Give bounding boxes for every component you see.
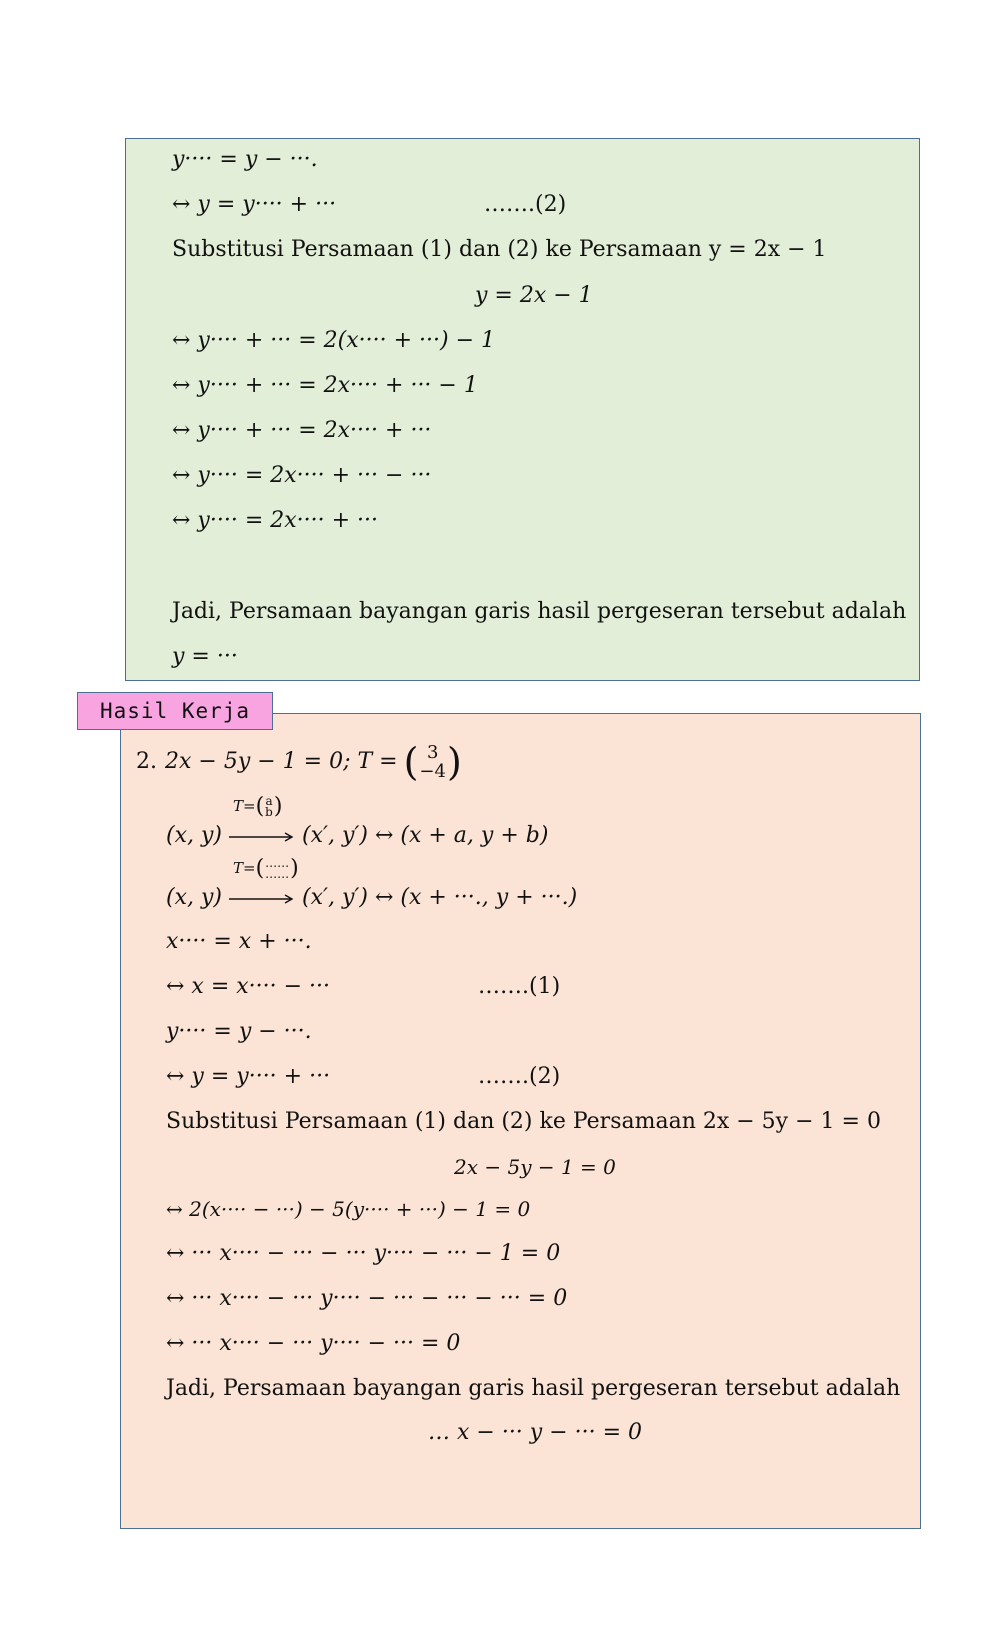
- peach-line-y-solved: ↔ y = y···· + ···: [166, 1064, 331, 1089]
- right-arrow-icon: [229, 832, 295, 842]
- arrow-label: T= ( a b ): [233, 794, 283, 819]
- general-map-right: (x′, y′) ↔ (x + a, y + b): [302, 823, 549, 848]
- vector-top: 3: [426, 742, 439, 763]
- green-answer-blank: y = ···: [172, 644, 238, 669]
- problem-2-heading: [136, 742, 462, 782]
- arrow-label-2: T= ( …… …… ): [233, 856, 299, 881]
- green-line-1: y···· = y − ···.: [172, 147, 318, 172]
- right-arrow-icon: [229, 894, 295, 904]
- green-step-5: ↔ y···· = 2x···· + ···: [172, 508, 379, 533]
- peach-conclusion-text: Jadi, Persamaan bayangan garis hasil pergeseran tersebut adalah: [166, 1376, 901, 1401]
- green-line-2: ↔ y = y···· + ···: [172, 192, 337, 217]
- problem-number: 2.: [136, 749, 157, 774]
- translation-vector: ( 3 −4 ): [403, 740, 462, 784]
- green-conclusion-text: Jadi, Persamaan bayangan garis hasil pergeseran tersebut adalah: [172, 599, 907, 624]
- green-step-1: ↔ y···· + ··· = 2(x···· + ···) − 1: [172, 328, 496, 353]
- mapping-arrow-2: [229, 856, 299, 912]
- peach-line-y: y···· = y − ···.: [166, 1019, 312, 1044]
- peach-line-x: x···· = x + ···.: [166, 929, 312, 954]
- peach-step-4: ↔ ··· x···· − ··· y···· − ··· = 0: [166, 1331, 461, 1356]
- vector-bottom: −4: [419, 761, 446, 782]
- general-mapping: [166, 794, 549, 850]
- green-centered-equation: y = 2x − 1: [475, 283, 593, 308]
- green-substitution-text: Substitusi Persamaan (1) dan (2) ke Persamaan y = 2x − 1: [172, 237, 827, 262]
- green-step-4: ↔ y···· = 2x···· + ··· − ···: [172, 463, 432, 488]
- peach-eq-ref-1: …….(1): [478, 974, 561, 999]
- mapping-arrow: [229, 794, 295, 850]
- peach-line-x-solved: ↔ x = x···· − ···: [166, 974, 331, 999]
- green-step-2: ↔ y···· + ··· = 2x···· + ··· − 1: [172, 373, 478, 398]
- general-map-left: (x, y): [166, 823, 222, 848]
- peach-step-1: ↔ 2(x···· − ···) − 5(y···· + ···) − 1 = 0: [166, 1197, 531, 1221]
- green-eq-ref-2: …….(2): [484, 192, 567, 217]
- blank-map-right: (x′, y′) ↔ (x + ···., y + ···.): [302, 885, 578, 910]
- peach-substitution-text: Substitusi Persamaan (1) dan (2) ke Persamaan 2x − 5y − 1 = 0: [166, 1109, 881, 1134]
- problem-equation: 2x − 5y − 1 = 0; T =: [165, 749, 398, 774]
- peach-answer-blank: … x − ··· y − ··· = 0: [428, 1420, 643, 1445]
- peach-eq-ref-2: …….(2): [478, 1064, 561, 1089]
- peach-step-2: ↔ ··· x···· − ··· − ··· y···· − ··· − 1 = 0: [166, 1241, 561, 1266]
- peach-step-3: ↔ ··· x···· − ··· y···· − ··· − ··· − ··· = 0: [166, 1286, 568, 1311]
- green-step-3: ↔ y···· + ··· = 2x···· + ···: [172, 418, 432, 443]
- blank-map-left: (x, y): [166, 885, 222, 910]
- hasil-kerja-tag: Hasil Kerja: [77, 692, 273, 730]
- peach-centered-equation: 2x − 5y − 1 = 0: [454, 1155, 616, 1179]
- blank-mapping: [166, 856, 578, 912]
